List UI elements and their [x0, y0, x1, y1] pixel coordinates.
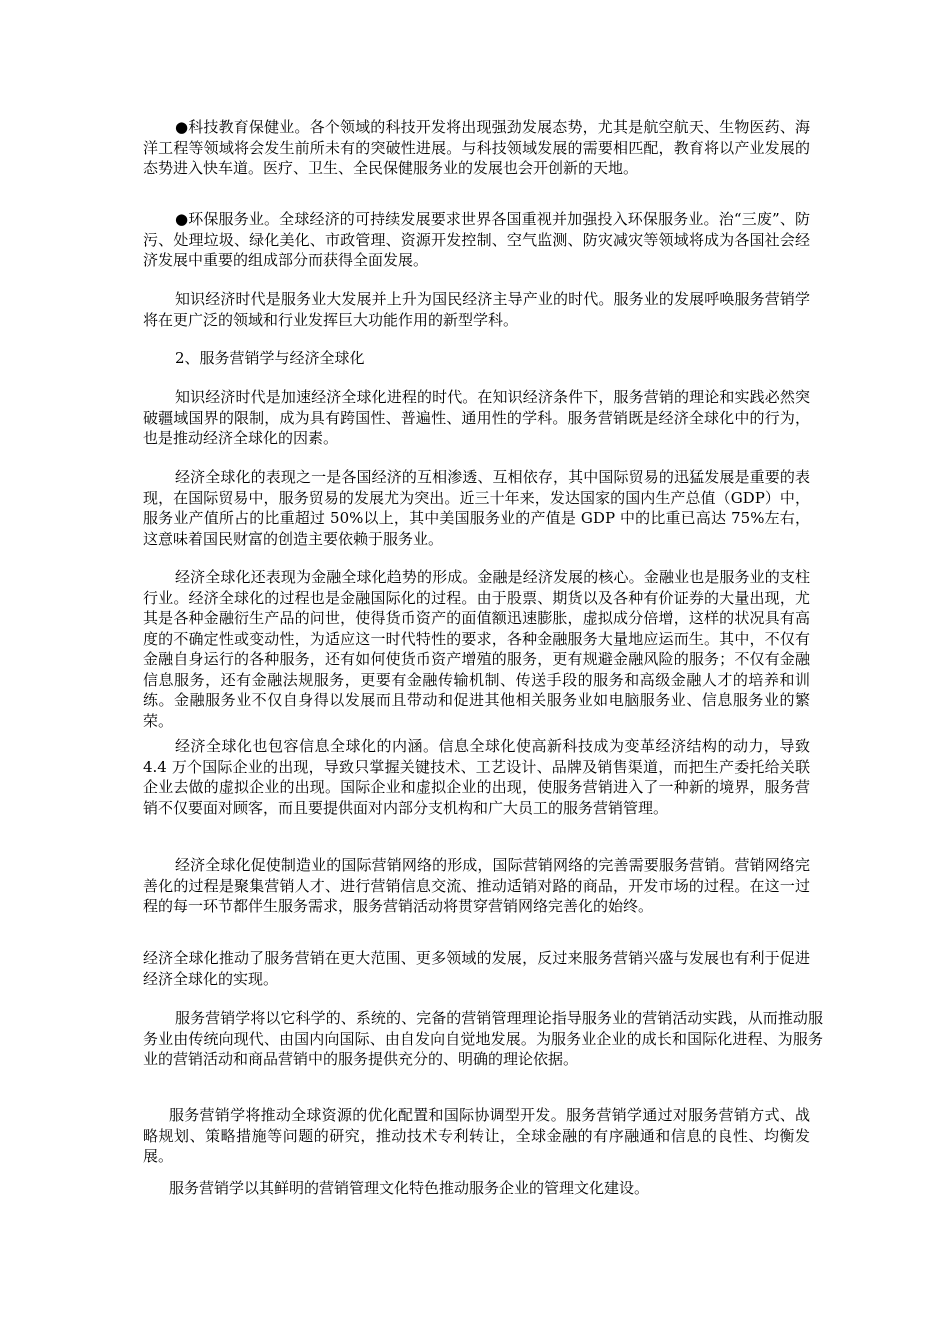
paragraph-environmental-services: ●环保服务业。全球经济的可持续发展要求世界各国重视并加强投入环保服务业。治“三废”、防污、处理垃圾、绿化美化、市政管理、资源开发控制、空气监测、防灾减灾等领域将成为各国社会经济发展中重要的组成部分而获得全面发展。	[143, 210, 810, 269]
paragraph-trade-interdependence: 经济全球化的表现之一是各国经济的互相渗透、互相依存，其中国际贸易的迅猛发展是重要的表现，在国际贸易中，服务贸易的发展尤为突出。近三十年来，发达国家的国内生产总值（GDP）中，服务业产值所占的比重超过 50%以上，其中美国服务业的产值是 GDP 中的比重已高达 75%左右，这意味着国民财富的创造主要依赖于服务业。	[143, 468, 810, 548]
paragraph-financial-globalization: 经济全球化还表现为金融全球化趋势的形成。金融是经济发展的核心。金融业也是服务业的支柱行业。经济全球化的过程也是金融国际化的过程。由于股票、期货以及各种有价证券的大量出现，尤其是各种金融衍生产品的问世，使得货币资产的面值额迅速膨胀，虚拟成分倍增，这样的状况具有高度的不确定性或变动性，为适应这一时代特性的要求，各种金融服务大量地应运而生。其中，不仅有金融自身运行的各种服务，还有如何使货币资产增殖的服务，更有规避金融风险的服务；不仅有金融信息服务，还有金融法规服务，更要有金融传输机制、传送手段的服务和高级金融人才的培养和训练。金融服务业不仅自身得以发展而且带动和促进其他相关服务业如电脑服务业、信息服务业的繁荣。	[143, 568, 810, 730]
paragraph-mutual-promotion: 经济全球化推动了服务营销在更大范围、更多领域的发展，反过来服务营销兴盛与发展也有利于促进经济全球化的实现。	[143, 949, 810, 988]
paragraph-theory-guidance: 服务营销学将以它科学的、系统的、完备的营销管理理论指导服务业的营销活动实践，从而推动服务业由传统向现代、由国内向国际、由自发向自觉地发展。为服务业企业的成长和国际化进程、为服务业的营销活动和商品营销中的服务提供充分的、明确的理论依据。	[143, 1009, 823, 1068]
paragraph-accelerating-globalization: 知识经济时代是加速经济全球化进程的时代。在知识经济条件下，服务营销的理论和实践必然突破疆域国界的限制，成为具有跨国性、普遍性、通用性的学科。服务营销既是经济全球化中的行为，也是推动经济全球化的因素。	[143, 388, 810, 447]
paragraph-knowledge-economy-services: 知识经济时代是服务业大发展并上升为国民经济主导产业的时代。服务业的发展呼唤服务营销学将在更广泛的领域和行业发挥巨大功能作用的新型学科。	[143, 290, 810, 329]
paragraph-management-culture: 服务营销学以其鲜明的营销管理文化特色推动服务企业的管理文化建设。	[169, 1179, 650, 1197]
paragraph-marketing-networks: 经济全球化促使制造业的国际营销网络的形成，国际营销网络的完善需要服务营销。营销网络完善化的过程是聚集营销人才、进行营销信息交流、推动适销对路的商品，开发市场的过程。在这一过程的每一环节都伴生服务需求，服务营销活动将贯穿营销网络完善化的始终。	[143, 856, 810, 915]
paragraph-tech-education-health: ●科技教育保健业。各个领域的科技开发将出现强劲发展态势，尤其是航空航天、生物医药、海洋工程等领域将会发生前所未有的突破性进展。与科技领域发展的需要相匹配，教育将以产业发展的态势进入快车道。医疗、卫生、全民保健服务业的发展也会开创新的天地。	[143, 118, 810, 177]
paragraph-information-globalization: 经济全球化也包容信息全球化的内涵。信息全球化使高新科技成为变革经济结构的动力，导致 4.4 万个国际企业的出现，导致只掌握关键技术、工艺设计、品牌及销售渠道，而把生产委托给关联企业去做的虚拟企业的出现。国际企业和虚拟企业的出现，使服务营销进入了一种新的境界，服务营销不仅要面对顾客，而且要提供面对内部分支机构和广大员工的服务营销管理。	[143, 737, 810, 817]
section-heading-globalization: 2、服务营销学与经济全球化	[175, 349, 365, 367]
paragraph-resource-allocation: 服务营销学将推动全球资源的优化配置和国际协调型开发。服务营销学通过对服务营销方式、战略规划、策略措施等问题的研究，推动技术专利转让，全球金融的有序融通和信息的良性、均衡发展。	[143, 1106, 810, 1165]
